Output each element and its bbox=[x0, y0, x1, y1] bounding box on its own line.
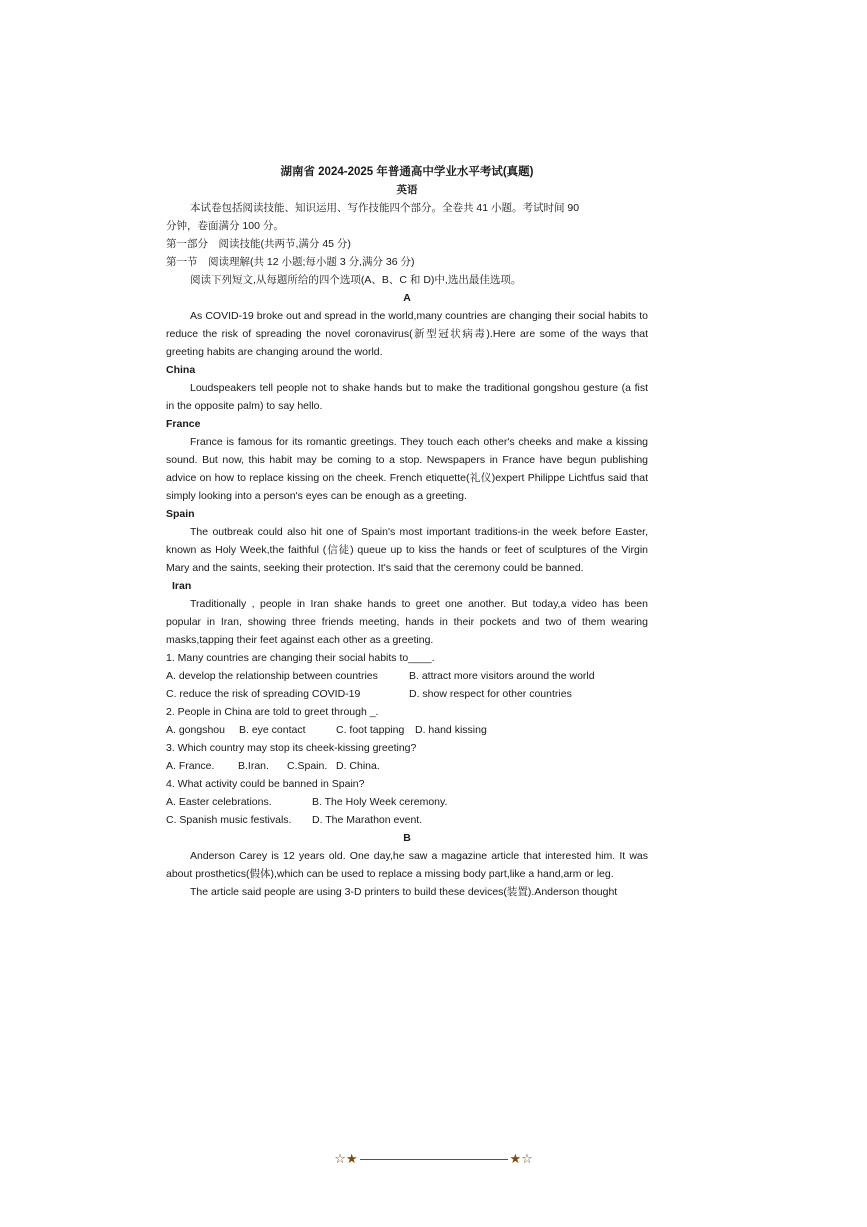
option-d[interactable]: D. China. bbox=[336, 760, 380, 772]
question-3-stem: 3. Which country may stop its cheek-kissing greeting? bbox=[166, 742, 417, 754]
passage-a-label: A bbox=[403, 292, 411, 304]
page-footer-ornament bbox=[0, 1152, 867, 1167]
passage-b-paragraph-1: Anderson Carey is 12 years old. One day,he saw a magazine article that interested him. It was about prosthetics(假体),which can be used to replace a missing body part,like a hand,arm or leg. bbox=[166, 850, 648, 880]
question-4-options-row-2 bbox=[166, 811, 648, 829]
subject-label: 英语 bbox=[396, 184, 418, 196]
heading-spain: Spain bbox=[166, 508, 195, 520]
paragraph-iran: Traditionally , people in Iran shake hands to greet one another. But today,a video has been popular in Iran, showing three friends meeting, hands in their pockets and two of them wearing masks,tapping their feet against each other as a greeting. bbox=[166, 598, 648, 646]
option-c[interactable]: C.Spain. bbox=[287, 760, 328, 772]
heading-iran: Iran bbox=[172, 580, 192, 592]
paragraph-france: France is famous for its romantic greetings. They touch each other's cheeks and make a kissing sound. But now, this habit may be coming to a stop. Newspapers in France have begun publishing advice on how to replace kissing on the cheek. French etiquette(礼仪)expert Philippe Lichtfus said that simply looking into a person's eyes can be enough as a greeting. bbox=[166, 436, 648, 502]
question-1-options-row-2 bbox=[166, 685, 648, 703]
question-3-options bbox=[166, 757, 648, 775]
option-b[interactable]: B. The Holy Week ceremony. bbox=[312, 796, 448, 808]
paragraph-china: Loudspeakers tell people not to shake hands but to make the traditional gongshou gesture (a fist in the opposite palm) to say hello. bbox=[166, 382, 648, 412]
divider-line bbox=[360, 1159, 508, 1160]
option-c[interactable]: C. Spanish music festivals. bbox=[166, 814, 292, 826]
exam-page bbox=[166, 163, 648, 901]
part-heading: 第一部分 阅读技能(共两节,满分 45 分) bbox=[166, 238, 351, 250]
passage-b-paragraph-2: The article said people are using 3-D printers to build these devices(装置).Anderson thought bbox=[190, 886, 618, 898]
intro-line-2: 分钟，卷面满分 100 分。 bbox=[166, 220, 284, 232]
option-c[interactable]: C. foot tapping bbox=[336, 724, 405, 736]
option-d[interactable]: D. show respect for other countries bbox=[409, 688, 572, 700]
option-b[interactable]: B. attract more visitors around the world bbox=[409, 670, 595, 682]
question-2-stem: 2. People in China are told to greet through _. bbox=[166, 706, 379, 718]
question-1-options-row-1 bbox=[166, 667, 648, 685]
question-4-stem: 4. What activity could be banned in Spain? bbox=[166, 778, 365, 790]
option-b[interactable]: B. eye contact bbox=[239, 724, 306, 736]
option-c[interactable]: C. reduce the risk of spreading COVID-19 bbox=[166, 688, 361, 700]
option-d[interactable]: D. The Marathon event. bbox=[312, 814, 423, 826]
question-1-stem: 1. Many countries are changing their social habits to____. bbox=[166, 652, 435, 664]
page-title: 湖南省 2024-2025 年普通高中学业水平考试(真题) bbox=[280, 166, 534, 178]
passage-b-label: B bbox=[403, 832, 411, 844]
question-2-options bbox=[166, 721, 648, 739]
option-a[interactable]: A. Easter celebrations. bbox=[166, 796, 272, 808]
heading-china: China bbox=[166, 364, 196, 376]
option-a[interactable]: A. France. bbox=[166, 760, 215, 772]
option-a[interactable]: A. gongshou bbox=[166, 724, 225, 736]
passage-a-intro: As COVID-19 broke out and spread in the world,many countries are changing their social habits to reduce the risk of spreading the novel coronavirus(新型冠状病毒).Here are some of the ways that greeting habits are changing around the world. bbox=[166, 310, 648, 358]
section-heading: 第一节 阅读理解(共 12 小题;每小题 3 分,满分 36 分) bbox=[166, 256, 415, 268]
paragraph-spain: The outbreak could also hit one of Spain's most important traditions-in the week before Easter, known as Holy Week,the faithful (信徒) queue up to kiss the hands or feet of sculptures of the Virgin Mary and the saints, seeking their protection. It's said that the ceremony could be banned. bbox=[166, 526, 648, 574]
instruction-text: 阅读下列短文,从每题所给的四个选项(A、B、C 和 D)中,选出最佳选项。 bbox=[190, 274, 522, 286]
option-d[interactable]: D. hand kissing bbox=[415, 724, 487, 736]
question-4-options-row-1 bbox=[166, 793, 648, 811]
option-a[interactable]: A. develop the relationship between countries bbox=[166, 670, 378, 682]
heading-france: France bbox=[166, 418, 201, 430]
option-b[interactable]: B.Iran. bbox=[238, 760, 269, 772]
star-ornament-left-icon: ☆★ bbox=[334, 1152, 358, 1167]
intro-line-1: 本试卷包括阅读技能、知识运用、写作技能四个部分。全卷共 41 小题。考试时间 90 bbox=[190, 202, 580, 214]
star-ornament-right-icon: ★☆ bbox=[509, 1152, 533, 1167]
